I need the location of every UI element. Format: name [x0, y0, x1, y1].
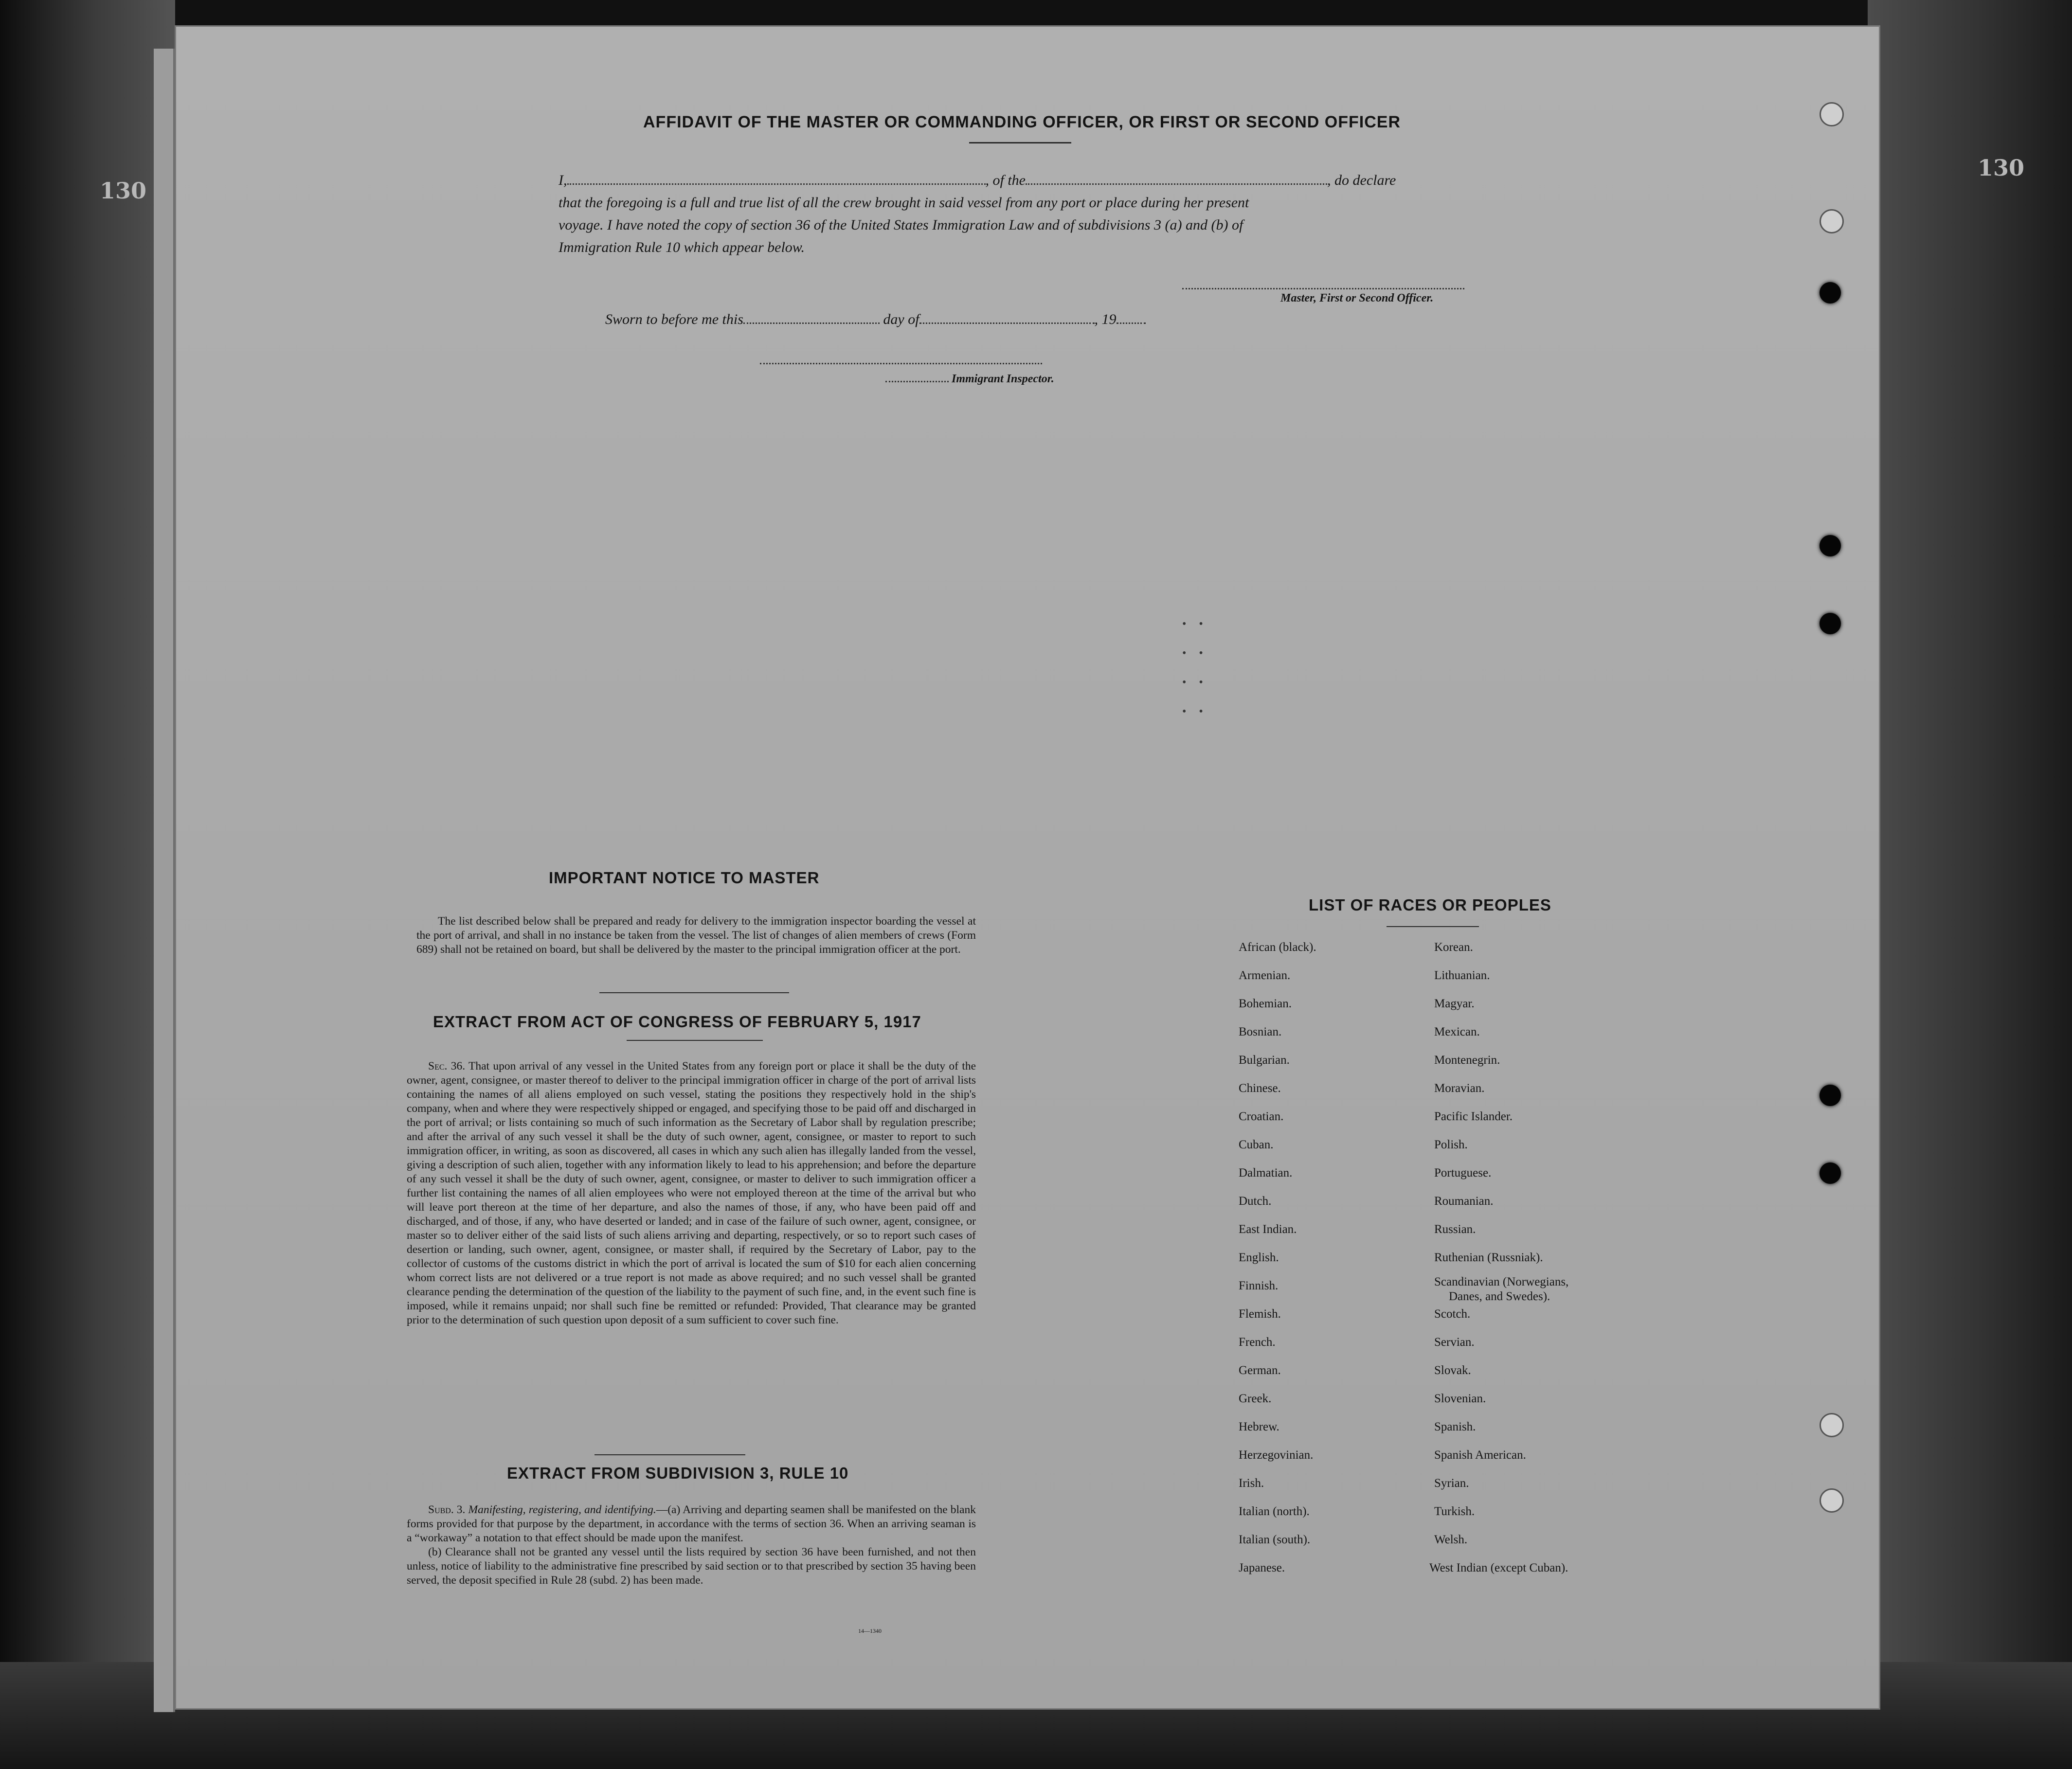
rule-extract-title: EXTRACT FROM SUBDIVISION 3, RULE 10: [507, 1464, 849, 1482]
binder-hole: [1820, 1162, 1841, 1184]
race-item: Servian.: [1434, 1336, 1475, 1349]
notice-text: The list described below shall be prepared and ready for delivery to the immigration inspector boarding the vessel at the port of arrival, and shall in no instance be taken from the vessel. The list of changes of alien members of crews (Form 689) shall not be retained on board, but shall be delivered by the master to the principal immigration officer at the port.: [416, 915, 976, 956]
race-item: Pacific Islander.: [1434, 1110, 1513, 1123]
stray-dots: • •: [1182, 705, 1208, 718]
race-item: Syrian.: [1434, 1477, 1469, 1490]
binder-hole: [1820, 209, 1844, 233]
race-item: Flemish.: [1239, 1307, 1281, 1321]
race-item: African (black).: [1239, 941, 1316, 954]
race-item: German.: [1239, 1364, 1281, 1377]
race-item: Bulgarian.: [1239, 1054, 1290, 1067]
race-item: Italian (north).: [1239, 1505, 1310, 1518]
scan-border-top: [0, 0, 2072, 29]
race-item: Mexican.: [1434, 1025, 1480, 1038]
affidavit-line-2: that the foregoing is a full and true list of all the crew brought in said vessel from any port or place during her present: [559, 195, 1249, 211]
race-item: Cuban.: [1239, 1138, 1274, 1151]
race-item: Chinese.: [1239, 1082, 1281, 1095]
race-item: Slovak.: [1434, 1364, 1471, 1377]
underlying-page-edge: [154, 49, 175, 1712]
stray-dots: • •: [1182, 676, 1208, 689]
master-signature-caption: Master, First or Second Officer.: [1280, 292, 1434, 304]
notice-rule: [599, 992, 789, 993]
race-item: Scandinavian (Norwegians,: [1434, 1275, 1569, 1288]
race-item: West Indian (except Cuban).: [1429, 1561, 1568, 1574]
act-extract-title: EXTRACT FROM ACT OF CONGRESS OF FEBRUARY 5, 1917: [433, 1013, 921, 1031]
binder-hole: [1820, 282, 1841, 304]
race-item: English.: [1239, 1251, 1279, 1264]
form-number: 14—1340: [858, 1627, 882, 1634]
race-item: Welsh.: [1434, 1533, 1468, 1546]
page-number-left: 130: [100, 178, 147, 204]
binder-hole: [1820, 1413, 1844, 1437]
race-item: Bosnian.: [1239, 1025, 1282, 1038]
master-signature-line: [1182, 288, 1464, 289]
race-item: Lithuanian.: [1434, 969, 1490, 982]
inspector-signature-caption: Immigrant Inspector.: [885, 373, 1054, 386]
race-item: Armenian.: [1239, 969, 1291, 982]
race-item: East Indian.: [1239, 1223, 1297, 1236]
race-item: Japanese.: [1239, 1561, 1285, 1574]
stray-dots: • •: [1182, 618, 1208, 630]
stray-dots: • •: [1182, 647, 1208, 660]
act-extract-text: Sec. 36. That upon arrival of any vessel in the United States from any foreign port or place it shall be the duty of the owner, agent, consignee, or master thereof to deliver to the principal immigration officer in charge of the port of arrival lists containing the names of all aliens employed on such vessel, stating the positions they respectively hold in the ship's company, when and where they were respectively shipped or engaged, and specifying those to be paid off and discharged in the port of arrival; or lists containing so much of such information as the Secretary of Labor shall by regulation prescribe; and after the arrival of any such vessel it shall be the duty of such owner, agent, consignee, or master to report to such immigration officer, in writing, as soon as discovered, all cases in which any such alien has illegally landed from the vessel, giving a description of such alien, together with any information likely to lead to his apprehension; and before the departure of any such vessel it shall be the duty of such owner, agent, consignee, or master to deliver to such immigration officer a further list containing the names of all alien employees who were not employed thereon at the time of the arrival but who will leave port thereon at the time of her departure, and also the names of those, if any, who have been paid off and discharged, and of those, if any, who have deserted or landed; and in case of the failure of such owner, agent, consignee, or master so to deliver either of the said lists of such aliens arriving and departing, respectively, or so to report such cases of desertion or landing, such owner, agent, consignee, or master shall, if required by the Secretary of Labor, pay to the collector of customs of the customs district in which the port of arrival is located the sum of $10 for each alien concerning whom correct lists are not delivered or a true report is not made as above required; and no such vessel shall be granted clearance pending the determination of the question of the liability to the payment of such fine, and, in the event such fine is imposed, while it remains unpaid; nor shall such fine be remitted or refunded: Provided, That clearance may be granted prior to the determination of such question upon deposit of a sum sufficient to cover such fine.: [407, 1060, 976, 1326]
race-item: Slovenian.: [1434, 1392, 1486, 1405]
binder-hole: [1820, 613, 1841, 634]
race-item: French.: [1239, 1336, 1276, 1349]
race-item: Spanish.: [1434, 1420, 1476, 1433]
binder-hole: [1820, 535, 1841, 556]
binder-hole: [1820, 1085, 1841, 1106]
race-item: Portuguese.: [1434, 1166, 1492, 1179]
sworn-line: Sworn to before me this day of , 19: [605, 311, 1146, 328]
scan-border-left: [0, 0, 175, 1769]
inspector-signature-line: [760, 363, 1042, 364]
race-item: Hebrew.: [1239, 1420, 1279, 1433]
race-item: Russian.: [1434, 1223, 1476, 1236]
race-item: Scotch.: [1434, 1307, 1471, 1321]
race-item: Moravian.: [1434, 1082, 1485, 1095]
race-item: Bohemian.: [1239, 997, 1292, 1010]
act-rule: [627, 1040, 763, 1041]
race-item: Dutch.: [1239, 1195, 1272, 1208]
notice-title: IMPORTANT NOTICE TO MASTER: [549, 869, 820, 887]
races-title: LIST OF RACES OR PEOPLES: [1309, 896, 1551, 914]
race-item: Italian (south).: [1239, 1533, 1311, 1546]
document-page: [176, 27, 1879, 1708]
race-item: Montenegrin.: [1434, 1054, 1500, 1067]
affidavit-title: AFFIDAVIT OF THE MASTER OR COMMANDING OFFICER, OR FIRST OR SECOND OFFICER: [643, 113, 1401, 131]
scan-border-right: [1868, 0, 2072, 1769]
binder-hole: [1820, 102, 1844, 126]
race-item: Roumanian.: [1434, 1195, 1494, 1208]
race-item: Magyar.: [1434, 997, 1475, 1010]
affidavit-line-3: voyage. I have noted the copy of section 36 of the United States Immigration Law and of subdivisions 3 (a) and (b) of: [559, 217, 1243, 233]
race-item: Korean.: [1434, 941, 1473, 954]
rule-extract-text: Subd. 3. Manifesting, registering, and identifying.—(a) Arriving and departing seamen shall be manifested on the blank forms provided for that purpose by the department, in accordance with the terms of section 36. When an arriving seaman is a “workaway” a notation to that effect should be made upon the manifest. (b) Clearance shall not be granted any vessel until the lists required by section 36 have been furnished, and not then unless, notice of liability to the administrative fine prescribed by said section or to that prescribed by section 35 having been served, the deposit specified in Rule 28 (subd. 2) has been made.: [407, 1503, 976, 1587]
binder-hole: [1820, 1488, 1844, 1513]
title-rule: [969, 142, 1071, 143]
affidavit-line-1: I, , of the , do declare: [559, 172, 1396, 188]
affidavit-line-4: Immigration Rule 10 which appear below.: [559, 239, 805, 255]
race-item: Croatian.: [1239, 1110, 1284, 1123]
race-item: Dalmatian.: [1239, 1166, 1293, 1179]
page-number-right: 130: [1978, 155, 2025, 181]
race-item: Polish.: [1434, 1138, 1468, 1151]
race-item: Greek.: [1239, 1392, 1272, 1405]
rule-extract-rule-top: [595, 1454, 745, 1455]
race-item: Spanish American.: [1434, 1448, 1526, 1462]
race-item: Finnish.: [1239, 1279, 1279, 1292]
race-item-continued: Danes, and Swedes).: [1449, 1290, 1550, 1303]
race-item: Ruthenian (Russniak).: [1434, 1251, 1543, 1264]
races-rule: [1387, 926, 1479, 927]
race-item: Herzegovinian.: [1239, 1448, 1314, 1462]
race-item: Turkish.: [1434, 1505, 1475, 1518]
race-item: Irish.: [1239, 1477, 1264, 1490]
